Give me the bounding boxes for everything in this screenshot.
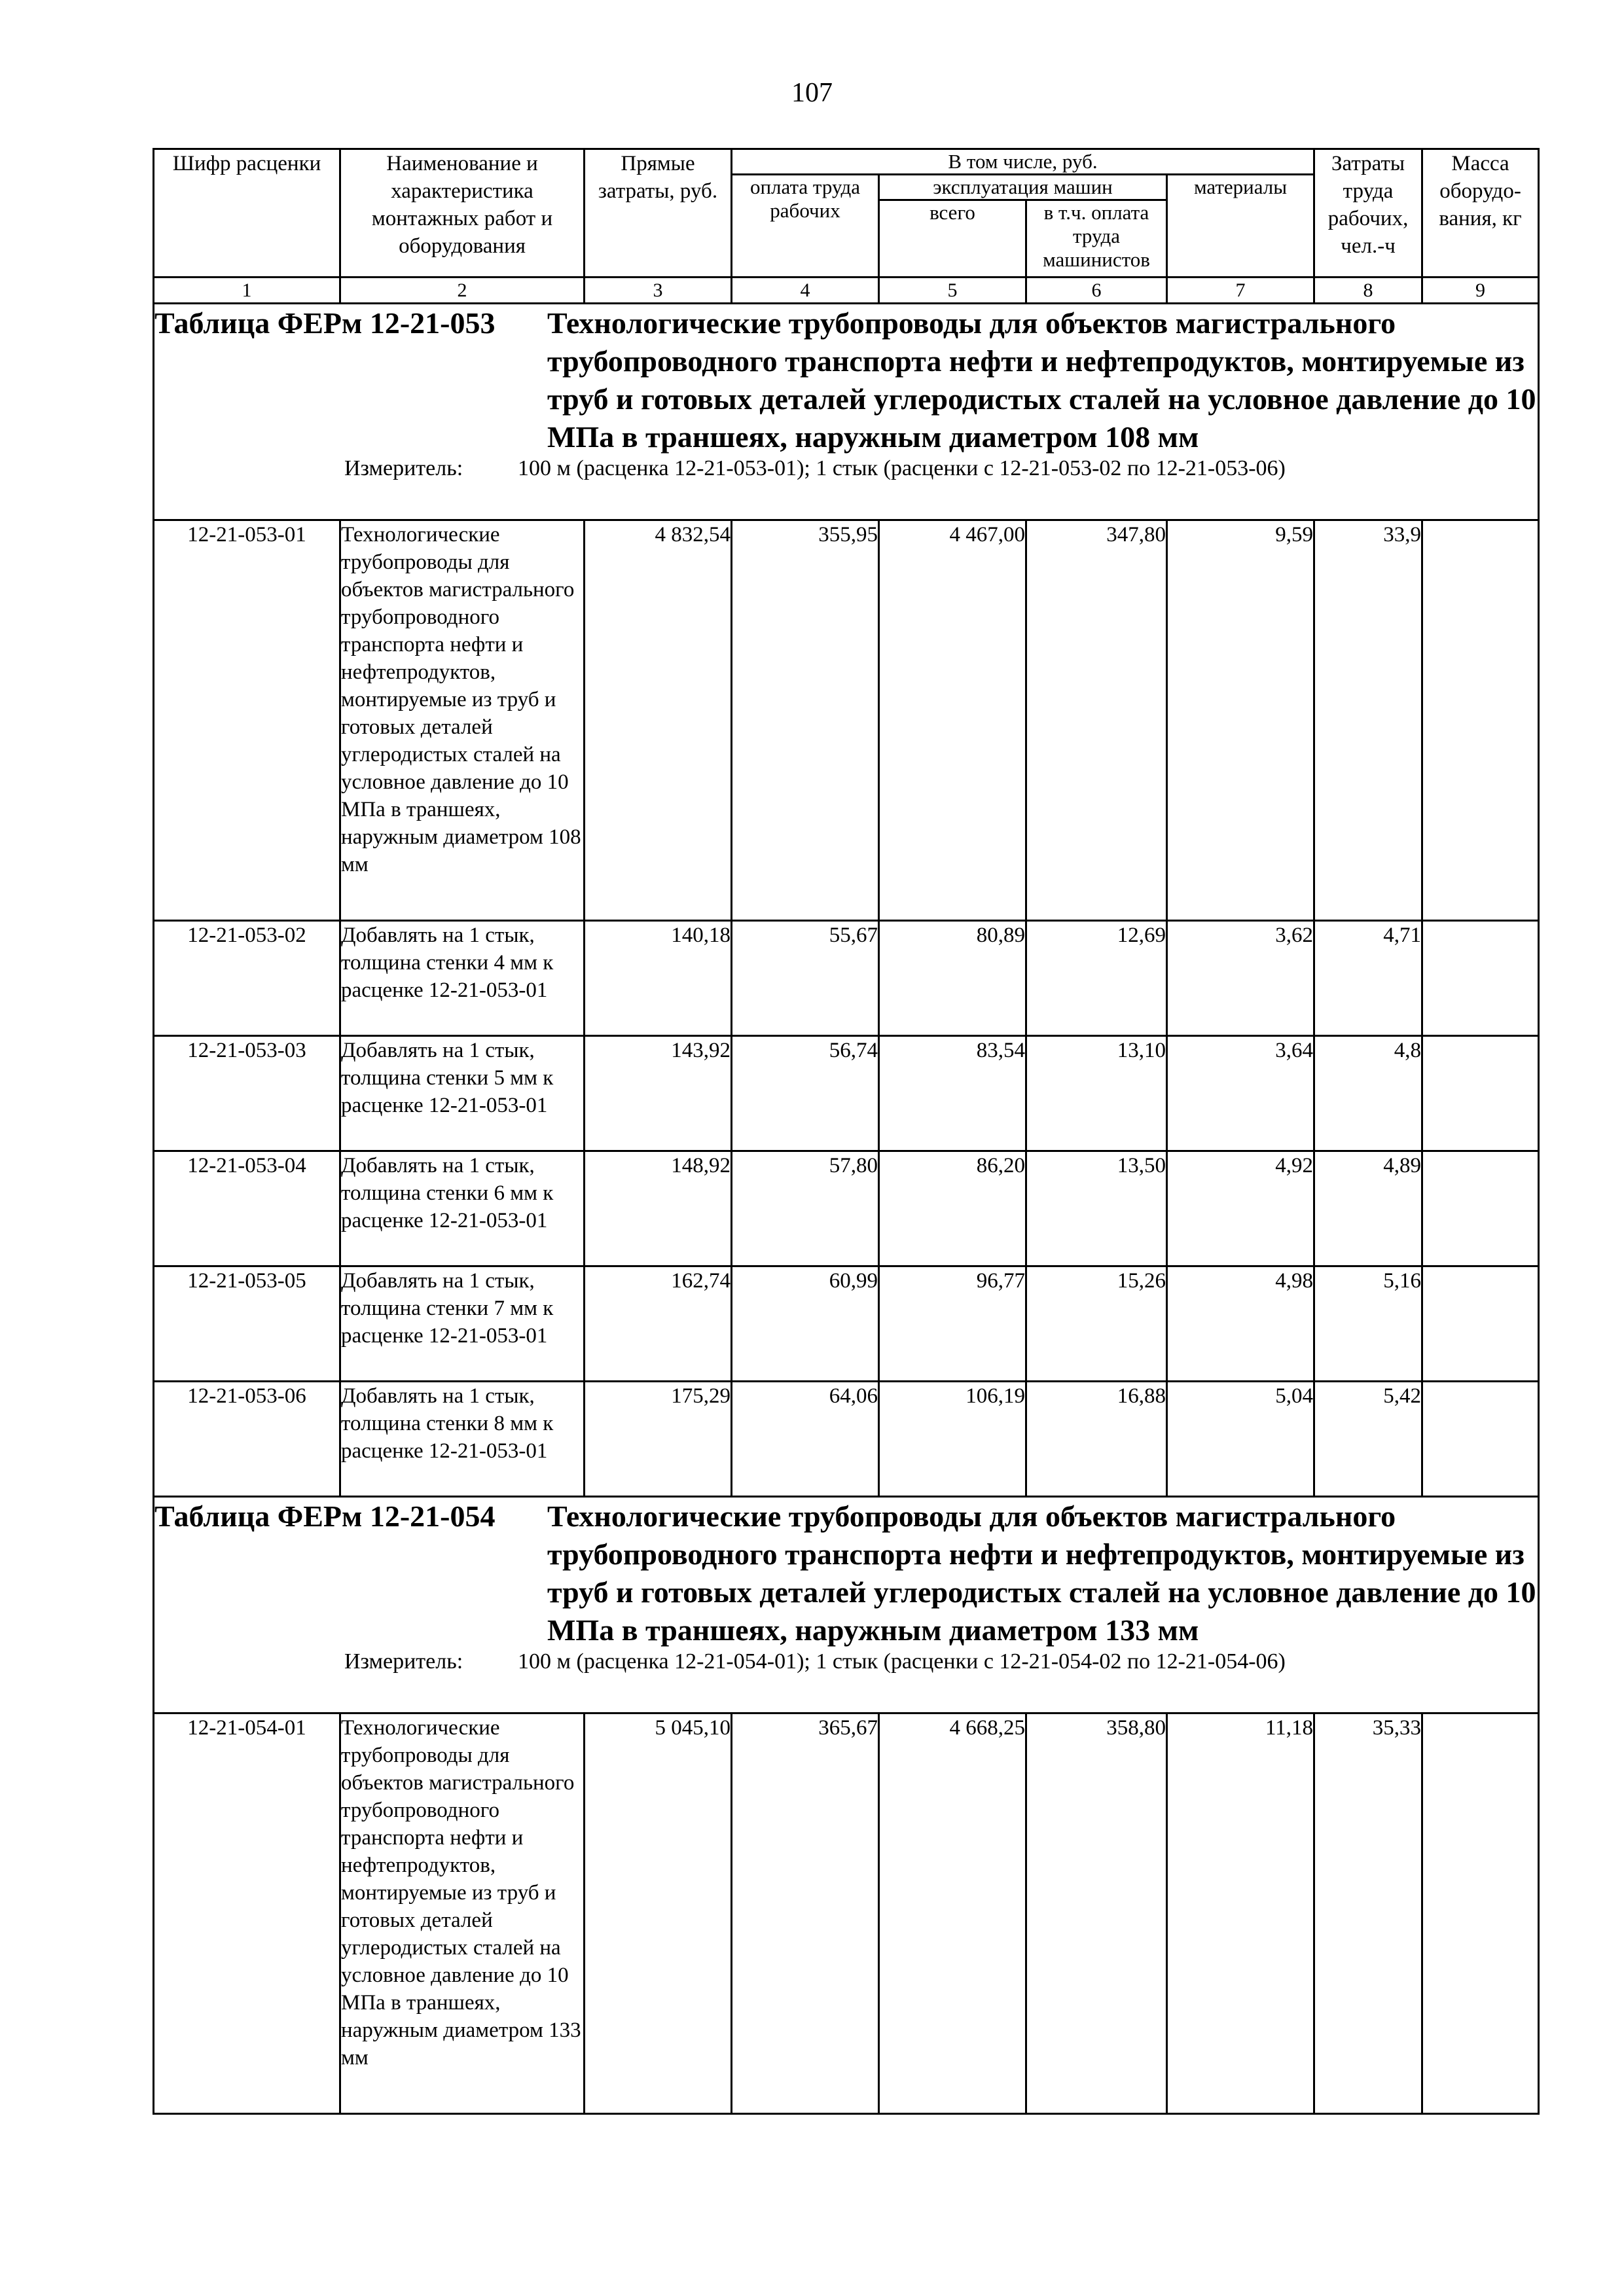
section-header — [154, 1497, 1539, 1713]
header-name: Наименование и характеристика монтажных работ и оборудования — [340, 149, 585, 278]
materials: 4,92 — [1167, 1151, 1314, 1266]
wages: 55,67 — [732, 921, 879, 1036]
direct-cost: 148,92 — [585, 1151, 732, 1266]
header-machines-total: всего — [879, 200, 1026, 278]
labor: 5,42 — [1314, 1382, 1422, 1497]
section-title: Технологические трубопроводы для объектов магистрального трубопроводного транспорта нефти и нефтепродуктов, монтируемые из труб и готовых деталей углеродистых сталей на условное давление до 10 МПа в траншеях, наружным диаметром 108 мм — [547, 306, 1536, 454]
machines-total: 83,54 — [879, 1036, 1026, 1151]
direct-cost: 140,18 — [585, 921, 732, 1036]
wages: 56,74 — [732, 1036, 879, 1151]
column-number: 3 — [585, 278, 732, 304]
materials: 11,18 — [1167, 1713, 1314, 2114]
column-number: 6 — [1026, 278, 1167, 304]
machinists-wages: 16,88 — [1026, 1382, 1167, 1497]
header-materials: материалы — [1167, 175, 1314, 278]
materials: 9,59 — [1167, 520, 1314, 921]
section-id: Таблица ФЕРм 12-21-053 — [154, 306, 496, 340]
materials: 5,04 — [1167, 1382, 1314, 1497]
table-row — [154, 1151, 1539, 1266]
rate-code: 12-21-053-05 — [154, 1266, 340, 1382]
header-machinists: в т.ч. оплата труда машинистов — [1026, 200, 1167, 278]
machines-total: 106,19 — [879, 1382, 1026, 1497]
column-number: 4 — [732, 278, 879, 304]
rate-code: 12-21-053-03 — [154, 1036, 340, 1151]
mass — [1422, 1266, 1539, 1382]
machines-total: 80,89 — [879, 921, 1026, 1036]
direct-cost: 4 832,54 — [585, 520, 732, 921]
mass — [1422, 921, 1539, 1036]
rate-name: Технологические трубопроводы для объектов магистрального трубопроводного транспорта нефти и нефтепродуктов, монтируемые из труб и готовых деталей углеродистых сталей на условное давление до 10 МПа в траншеях, наружным диаметром 133 мм — [340, 1713, 585, 2114]
rate-code: 12-21-053-06 — [154, 1382, 340, 1497]
column-number: 2 — [340, 278, 585, 304]
rate-code: 12-21-053-01 — [154, 520, 340, 921]
header-incl: В том числе, руб. — [732, 149, 1314, 175]
direct-cost: 162,74 — [585, 1266, 732, 1382]
table-row — [154, 1266, 1539, 1382]
rate-name: Добавлять на 1 стык, толщина стенки 7 мм к расценке 12-21-053-01 — [340, 1266, 585, 1382]
mass — [1422, 1382, 1539, 1497]
rate-name: Добавлять на 1 стык, толщина стенки 6 мм к расценке 12-21-053-01 — [340, 1151, 585, 1266]
measure-label: Измеритель: — [344, 456, 463, 480]
mass — [1422, 1036, 1539, 1151]
wages: 64,06 — [732, 1382, 879, 1497]
table-row — [154, 1382, 1539, 1497]
machinists-wages: 15,26 — [1026, 1266, 1167, 1382]
section-header-row — [154, 304, 1539, 520]
header-machines: эксплуатация машин — [879, 175, 1167, 200]
labor: 33,9 — [1314, 520, 1422, 921]
section-measure — [154, 1649, 1538, 1674]
column-number: 9 — [1422, 278, 1539, 304]
table-row — [154, 921, 1539, 1036]
machinists-wages: 13,50 — [1026, 1151, 1167, 1266]
labor: 35,33 — [1314, 1713, 1422, 2114]
header-code: Шифр расценки — [154, 149, 340, 278]
machines-total: 86,20 — [879, 1151, 1026, 1266]
header-direct: Прямые затраты, руб. — [585, 149, 732, 278]
rates-table — [153, 148, 1540, 2115]
table-row — [154, 520, 1539, 921]
machinists-wages: 347,80 — [1026, 520, 1167, 921]
wages: 60,99 — [732, 1266, 879, 1382]
column-number: 8 — [1314, 278, 1422, 304]
rate-name: Добавлять на 1 стык, толщина стенки 4 мм к расценке 12-21-053-01 — [340, 921, 585, 1036]
column-number: 1 — [154, 278, 340, 304]
labor: 4,71 — [1314, 921, 1422, 1036]
machines-total: 4 668,25 — [879, 1713, 1026, 2114]
section-id: Таблица ФЕРм 12-21-054 — [154, 1499, 496, 1533]
table-header — [154, 149, 1539, 304]
machines-total: 4 467,00 — [879, 520, 1026, 921]
measure-text: 100 м (расценка 12-21-054-01); 1 стык (расценки с 12-21-054-02 по 12-21-054-06) — [518, 1649, 1286, 1674]
direct-cost: 143,92 — [585, 1036, 732, 1151]
table-row — [154, 1713, 1539, 2114]
machinists-wages: 12,69 — [1026, 921, 1167, 1036]
column-number: 5 — [879, 278, 1026, 304]
materials: 3,62 — [1167, 921, 1314, 1036]
materials: 4,98 — [1167, 1266, 1314, 1382]
rate-code: 12-21-054-01 — [154, 1713, 340, 2114]
labor: 4,89 — [1314, 1151, 1422, 1266]
direct-cost: 175,29 — [585, 1382, 732, 1497]
measure-text: 100 м (расценка 12-21-053-01); 1 стык (расценки с 12-21-053-02 по 12-21-053-06) — [518, 456, 1286, 480]
header-labor: Затраты труда рабочих, чел.-ч — [1314, 149, 1422, 278]
machinists-wages: 13,10 — [1026, 1036, 1167, 1151]
table-row — [154, 1036, 1539, 1151]
machinists-wages: 358,80 — [1026, 1713, 1167, 2114]
mass — [1422, 1151, 1539, 1266]
machines-total: 96,77 — [879, 1266, 1026, 1382]
page-number: 107 — [791, 78, 833, 108]
column-numbers-row — [154, 278, 1539, 304]
labor: 4,8 — [1314, 1036, 1422, 1151]
section-measure — [154, 456, 1538, 481]
rate-code: 12-21-053-02 — [154, 921, 340, 1036]
rate-name: Добавлять на 1 стык, толщина стенки 5 мм к расценке 12-21-053-01 — [340, 1036, 585, 1151]
column-number: 7 — [1167, 278, 1314, 304]
header-wages: оплата труда рабочих — [732, 175, 879, 278]
rate-name: Добавлять на 1 стык, толщина стенки 8 мм к расценке 12-21-053-01 — [340, 1382, 585, 1497]
wages: 365,67 — [732, 1713, 879, 2114]
mass — [1422, 520, 1539, 921]
wages: 355,95 — [732, 520, 879, 921]
section-header — [154, 304, 1539, 520]
section-header-row — [154, 1497, 1539, 1713]
rate-name: Технологические трубопроводы для объектов магистрального трубопроводного транспорта нефти и нефтепродуктов, монтируемые из труб и готовых деталей углеродистых сталей на условное давление до 10 МПа в траншеях, наружным диаметром 108 мм — [340, 520, 585, 921]
measure-label: Измеритель: — [344, 1649, 463, 1674]
materials: 3,64 — [1167, 1036, 1314, 1151]
direct-cost: 5 045,10 — [585, 1713, 732, 2114]
section-title: Технологические трубопроводы для объектов магистрального трубопроводного транспорта нефти и нефтепродуктов, монтируемые из труб и готовых деталей углеродистых сталей на условное давление до 10 МПа в траншеях, наружным диаметром 133 мм — [547, 1499, 1536, 1647]
wages: 57,80 — [732, 1151, 879, 1266]
header-mass: Масса оборудо-вания, кг — [1422, 149, 1539, 278]
labor: 5,16 — [1314, 1266, 1422, 1382]
mass — [1422, 1713, 1539, 2114]
rate-code: 12-21-053-04 — [154, 1151, 340, 1266]
